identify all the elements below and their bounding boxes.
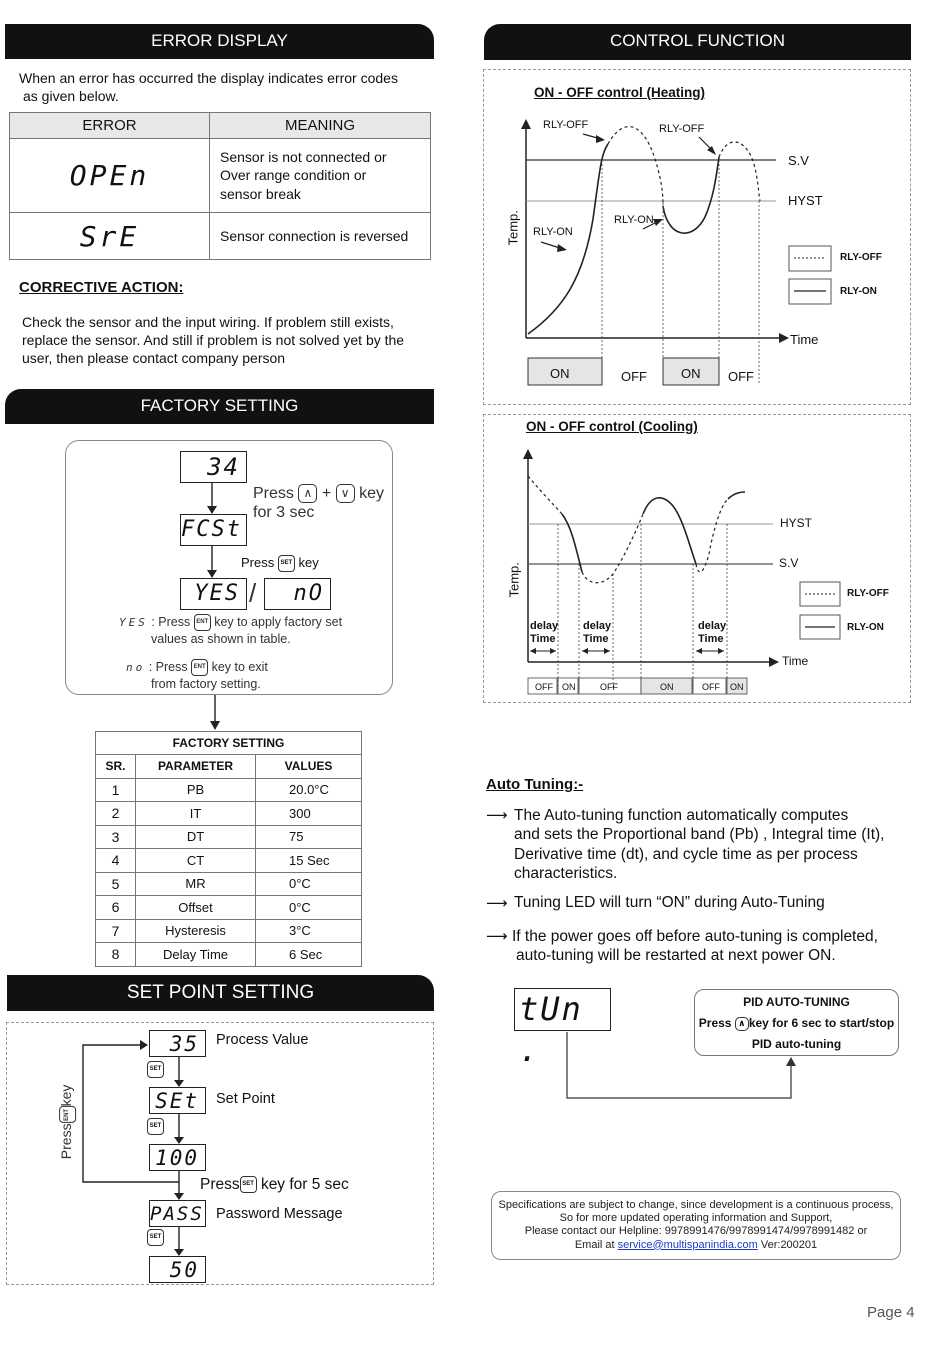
press-text: Press (253, 485, 294, 502)
time-text: Time (583, 633, 609, 645)
sr-cell: 7 (96, 919, 136, 943)
up-key-icon: ∧ (298, 484, 317, 503)
yes-text: values as shown in table. (151, 632, 291, 647)
error-code-open: OPEn (10, 139, 210, 213)
table-row (96, 919, 362, 943)
state-label: ON (550, 366, 570, 381)
no-text: : Press (148, 660, 188, 674)
key-text: key (58, 1084, 75, 1107)
state-label: OFF (621, 369, 647, 384)
heating-off-curve-2 (719, 142, 760, 201)
process-value-label: Process Value (216, 1032, 309, 1048)
set-key-icon: SET (147, 1229, 164, 1246)
support-email-link[interactable]: service@multispanindia.com (617, 1238, 758, 1251)
parameter-cell: IT (136, 802, 256, 826)
bullet-text: Tuning LED will turn “ON” during Auto-Tuning (514, 894, 825, 911)
hyst-label: HYST (788, 193, 823, 208)
up-key-icon: ∧ (735, 1017, 749, 1031)
arrow-icon: ⟶ (486, 895, 508, 912)
value-cell: 0°C (256, 872, 362, 896)
parameter-cell: DT (136, 825, 256, 849)
col-header-sr: SR. (96, 755, 136, 779)
sr-cell: 1 (96, 778, 136, 802)
pid-box-line: PID auto-tuning (751, 1037, 842, 1051)
y-axis-label: Temp. (505, 210, 521, 246)
display-no: nO (264, 578, 331, 610)
sr-cell: 6 (96, 896, 136, 920)
corrective-line: user, then please contact company person (22, 350, 286, 366)
time-text: Time (698, 633, 724, 645)
press-text: Press (698, 1016, 732, 1030)
for-3-sec-text: for 3 sec (253, 504, 315, 522)
legend-rly-off: RLY-OFF (840, 252, 882, 263)
set-key-icon: SET (278, 555, 295, 572)
state-label: ON (681, 366, 701, 381)
parameter-cell: PB (136, 778, 256, 802)
key-text: key (298, 555, 319, 570)
cooling-chart-title: ON - OFF control (Cooling) (526, 419, 698, 434)
version-text: Ver:200201 (760, 1238, 818, 1251)
value-cell: 6 Sec (256, 943, 362, 967)
error-intro-line2: as given below. (23, 88, 119, 104)
yes-text: key to apply factory set (214, 615, 343, 629)
corrective-line: Check the sensor and the input wiring. If problem still exists, (22, 314, 394, 330)
x-axis-label: Time (782, 654, 809, 668)
yes-label: YES (119, 616, 148, 629)
display-process-value: 35 (149, 1030, 206, 1057)
pid-box-line: PID AUTO-TUNING (743, 995, 850, 1009)
press-set-5sec (200, 1176, 349, 1194)
display-fcst: FCSt (180, 514, 247, 546)
corrective-action-title: CORRECTIVE ACTION: (19, 279, 184, 296)
table-row (96, 872, 362, 896)
heating-on-curve (528, 144, 608, 334)
arrow-icon: ⟶ (486, 928, 508, 945)
rly-on-label-1: RLY-ON (533, 226, 573, 238)
display-pass: PASS (149, 1200, 206, 1227)
delay-time-label (530, 620, 558, 646)
rly-off-label-1: RLY-OFF (543, 119, 589, 131)
sv-label: S.V (788, 153, 809, 168)
display-100: 100 (149, 1144, 206, 1171)
footer-line: Email at (574, 1238, 615, 1251)
ent-key-icon: ENT (59, 1106, 76, 1123)
legend-rly-off: RLY-OFF (847, 588, 889, 599)
delay-time-label (583, 620, 611, 646)
sr-cell: 5 (96, 872, 136, 896)
value-cell: 0°C (256, 896, 362, 920)
ent-key-icon: ENT (194, 614, 211, 631)
plus-text: + (321, 485, 332, 502)
value-cell: 300 (256, 802, 362, 826)
sr-cell: 3 (96, 825, 136, 849)
rly-on-label-2: RLY-ON (614, 214, 654, 226)
auto-tuning-title: Auto Tuning:- (486, 776, 584, 793)
sr-cell: 8 (96, 943, 136, 967)
table-row (96, 849, 362, 873)
footer-box (491, 1191, 901, 1260)
error-code-sre: SrE (10, 213, 210, 260)
pid-box-line: key for 6 sec to start/stop (748, 1016, 895, 1030)
auto-tuning-bullet-2 (486, 894, 825, 912)
arrow-icon: ⟶ (486, 807, 508, 824)
error-intro-line1: When an error has occurred the display indicates error codes (19, 70, 398, 86)
set-key-icon: SET (147, 1118, 164, 1135)
parameter-cell: MR (136, 872, 256, 896)
state-label: ON (562, 682, 576, 692)
factory-press-keys (253, 484, 384, 522)
yes-instruction (119, 614, 342, 647)
display-yes: YES (180, 578, 247, 610)
heating-chart-title: ON - OFF control (Heating) (534, 85, 705, 100)
display-set: SEt (149, 1087, 206, 1114)
down-key-icon: ∨ (336, 484, 355, 503)
parameter-cell: Offset (136, 896, 256, 920)
corrective-line: replace the sensor. And still if problem is not solved yet by the (22, 332, 405, 348)
bullet-text: auto-tuning will be restarted at next power ON. (516, 947, 836, 965)
set-point-label: Set Point (216, 1091, 275, 1107)
no-instruction (126, 659, 268, 692)
footer-line: Please contact our Helpline: 9978991476/9978991474/9978991482 or (524, 1225, 868, 1238)
bullet-text: If the power goes off before auto-tuning is completed, (512, 928, 878, 945)
password-message-label: Password Message (216, 1206, 343, 1222)
delay-time-label (698, 620, 726, 646)
parameter-cell: CT (136, 849, 256, 873)
set-key-icon: SET (147, 1061, 164, 1078)
auto-tuning-bullet-1 (486, 806, 884, 883)
auto-tuning-bullet-3 (486, 927, 878, 966)
footer-line: So for more updated operating information and Support, (559, 1212, 833, 1225)
ent-key-icon: ENT (191, 659, 208, 676)
value-cell: 75 (256, 825, 362, 849)
table-row (96, 896, 362, 920)
error-table (9, 112, 431, 260)
key-for-5-sec-text: key for 5 sec (260, 1176, 349, 1193)
meaning-line: sensor break (220, 185, 301, 202)
col-header-parameter: PARAMETER (136, 755, 256, 779)
meaning-line: Over range condition or (220, 167, 367, 184)
pid-auto-tuning-box (694, 989, 899, 1056)
press-text: Press (241, 555, 275, 570)
bullet-text: Derivative time (dt), and cycle time as per process (514, 845, 858, 863)
hyst-label: HYST (780, 516, 813, 530)
display-tun: tUn . (514, 988, 611, 1031)
error-display-header: ERROR DISPLAY (5, 24, 434, 59)
rly-off-label-2: RLY-OFF (659, 123, 705, 135)
sv-label: S.V (779, 556, 799, 570)
delay-text: delay (530, 620, 559, 632)
table-row (10, 213, 431, 260)
factory-table-title: FACTORY SETTING (96, 732, 362, 755)
corrective-action-text (22, 313, 404, 367)
table-row (96, 802, 362, 826)
state-label: OFF (535, 682, 553, 692)
table-row (10, 139, 431, 213)
display-34: 34 (180, 451, 247, 483)
legend-rly-on: RLY-ON (840, 286, 877, 297)
no-text: key to exit (211, 660, 268, 674)
press-text: Press (58, 1123, 75, 1160)
error-col-header: ERROR (10, 113, 210, 139)
control-function-header: CONTROL FUNCTION (484, 24, 911, 60)
key-text: key (359, 485, 384, 502)
delay-text: delay (583, 620, 612, 632)
error-intro (19, 69, 398, 105)
no-text: from factory setting. (151, 677, 261, 692)
cooling-chart (483, 414, 911, 703)
heating-off-curve (608, 127, 663, 206)
value-cell: 20.0°C (256, 778, 362, 802)
bullet-text: and sets the Proportional band (Pb) , Integral time (It), (514, 826, 885, 844)
table-row (96, 825, 362, 849)
parameter-cell: Delay Time (136, 943, 256, 967)
meaning-line: Sensor is not connected or (220, 148, 387, 165)
page-number: Page 4 (867, 1304, 915, 1321)
col-header-values: VALUES (256, 755, 362, 779)
slash-separator: / (249, 578, 257, 608)
delay-text: delay (698, 620, 727, 632)
meaning-line: Sensor connection is reversed (210, 213, 431, 260)
set-key-icon: SET (240, 1176, 257, 1193)
state-label: OFF (702, 682, 720, 692)
set-point-setting-header: SET POINT SETTING (7, 975, 434, 1011)
factory-setting-table (95, 731, 362, 967)
value-cell: 3°C (256, 919, 362, 943)
state-label: OFF (600, 682, 618, 692)
x-axis-label: Time (790, 332, 819, 347)
y-axis-label: Temp. (506, 562, 522, 598)
meaning-col-header: MEANING (210, 113, 431, 139)
parameter-cell: Hysteresis (136, 919, 256, 943)
sr-cell: 2 (96, 802, 136, 826)
yes-text: : Press (151, 615, 191, 629)
display-50: 50 (149, 1256, 206, 1283)
factory-setting-header: FACTORY SETTING (5, 389, 434, 424)
state-label: OFF (728, 369, 754, 384)
bullet-text: characteristics. (514, 864, 618, 882)
side-press-ent-key (58, 1072, 76, 1172)
heating-on-curve-2 (663, 157, 719, 233)
value-cell: 15 Sec (256, 849, 362, 873)
state-label: ON (660, 682, 674, 692)
footer-line: Specifications are subject to change, since development is a continuous process, (498, 1199, 894, 1211)
bullet-text: The Auto-tuning function automatically computes (514, 807, 849, 824)
sr-cell: 4 (96, 849, 136, 873)
press-text: Press (200, 1176, 240, 1193)
legend-rly-on: RLY-ON (847, 622, 884, 633)
state-label: ON (730, 682, 744, 692)
time-text: Time (530, 633, 556, 645)
no-label: no (126, 661, 146, 674)
press-set-instruction (241, 555, 319, 572)
table-row (96, 778, 362, 802)
table-row (96, 943, 362, 967)
